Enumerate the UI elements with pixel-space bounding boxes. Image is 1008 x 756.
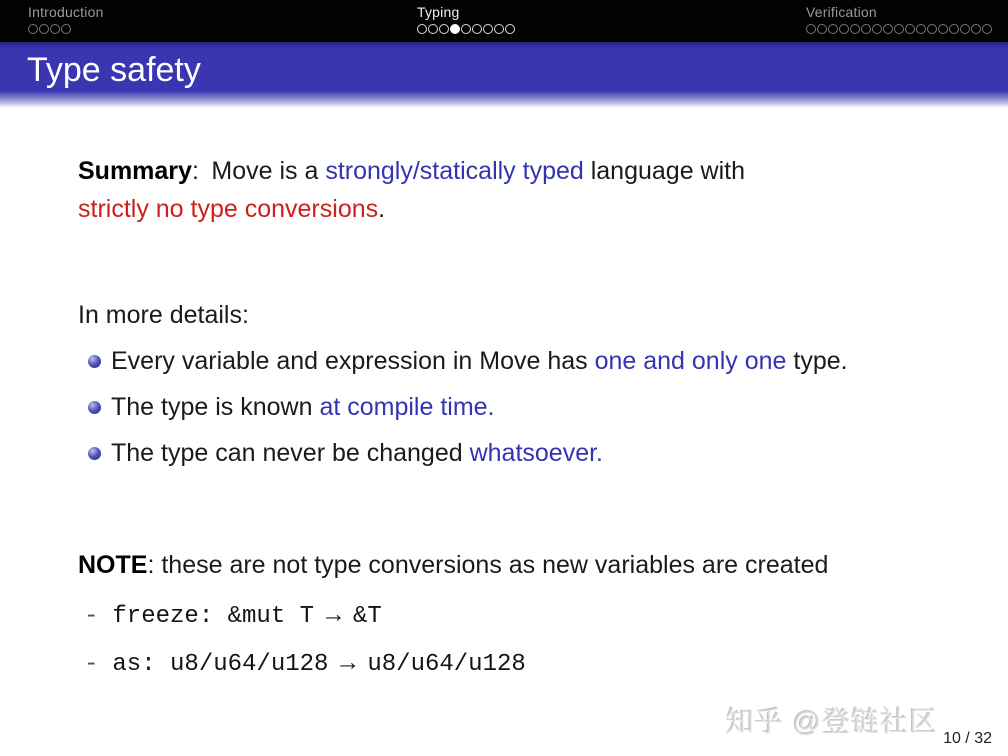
nav-section-label[interactable]: Verification <box>806 4 877 20</box>
nav-frame-dot[interactable] <box>461 24 471 34</box>
nav-frame-dot[interactable] <box>949 24 959 34</box>
code-text <box>112 646 525 681</box>
details-heading: In more details: <box>78 301 249 329</box>
nav-frame-dot[interactable] <box>861 24 871 34</box>
nav-frame-dot[interactable] <box>50 24 60 34</box>
text-segment: → <box>314 600 353 628</box>
nav-frame-dot[interactable] <box>927 24 937 34</box>
nav-frame-dot[interactable] <box>28 24 38 34</box>
bullet-text <box>111 434 603 472</box>
note-paragraph <box>78 546 958 584</box>
nav-frame-dot[interactable] <box>850 24 860 34</box>
nav-section-introduction[interactable] <box>28 4 104 34</box>
nav-section-label[interactable]: Typing <box>417 4 460 20</box>
summary-line <box>78 152 908 190</box>
bullet-ball-icon <box>88 355 101 368</box>
text-segment: : these are not type conversions as new variables are created <box>147 551 829 579</box>
nav-frame-dot[interactable] <box>417 24 427 34</box>
list-item <box>84 598 526 633</box>
text-segment: one and only one <box>594 347 787 375</box>
text-segment: type. <box>786 347 848 375</box>
text-segment: Every variable and expression in Move has <box>111 347 595 375</box>
nav-frame-dots <box>417 24 515 34</box>
nav-frame-dot[interactable] <box>960 24 970 34</box>
nav-frame-dot[interactable] <box>828 24 838 34</box>
text-segment: strongly/statically typed <box>325 157 584 185</box>
text-segment: at compile time. <box>319 393 495 421</box>
nav-frame-dot[interactable] <box>61 24 71 34</box>
page-title: Type safety <box>27 50 201 89</box>
text-segment: . <box>378 195 386 223</box>
frame-title-bar <box>0 42 1008 108</box>
summary-paragraph <box>78 152 908 228</box>
text-segment: as: u8/u64/u128 <box>112 651 329 678</box>
watermark: 知乎 @登链社区 <box>725 706 938 737</box>
nav-frame-dot[interactable] <box>428 24 438 34</box>
bullet-text <box>111 342 848 380</box>
text-segment: whatsoever. <box>469 439 604 467</box>
summary-line <box>78 190 908 228</box>
text-segment: strictly no type conversions <box>78 195 379 223</box>
nav-section-label[interactable]: Introduction <box>28 4 104 20</box>
nav-section-verification[interactable] <box>806 4 992 34</box>
nav-frame-dot[interactable] <box>883 24 893 34</box>
text-segment: → <box>328 648 368 676</box>
text-segment: NOTE <box>78 551 148 579</box>
text-segment: The type is known <box>111 393 320 421</box>
text-segment: language with <box>583 157 746 185</box>
list-item <box>88 342 848 380</box>
nav-frame-dot[interactable] <box>971 24 981 34</box>
dash-marker: - <box>84 651 99 678</box>
text-segment: Summary <box>78 157 192 185</box>
bullet-ball-icon <box>88 447 101 460</box>
text-segment: u8/u64/u128 <box>367 651 526 678</box>
conversion-examples-list <box>84 598 526 694</box>
bullet-ball-icon <box>88 401 101 414</box>
nav-frame-dot[interactable] <box>472 24 482 34</box>
nav-frame-dot[interactable] <box>905 24 915 34</box>
dash-marker: - <box>84 603 99 630</box>
details-bullet-list <box>88 342 848 480</box>
nav-frame-dot[interactable] <box>872 24 882 34</box>
text-segment: freeze: &mut T <box>112 603 315 630</box>
list-item <box>88 388 848 426</box>
nav-frame-dot[interactable] <box>894 24 904 34</box>
nav-frame-dot[interactable] <box>806 24 816 34</box>
text-segment: The type can never be changed <box>111 439 470 467</box>
nav-frame-dot[interactable] <box>982 24 992 34</box>
nav-frame-dots <box>806 24 992 34</box>
nav-frame-dot[interactable] <box>450 24 460 34</box>
nav-frame-dot[interactable] <box>494 24 504 34</box>
nav-frame-dot[interactable] <box>817 24 827 34</box>
page-number: 10 / 32 <box>943 730 992 747</box>
list-item <box>84 646 526 681</box>
nav-frame-dot[interactable] <box>916 24 926 34</box>
nav-frame-dot[interactable] <box>39 24 49 34</box>
text-segment: : Move is a <box>191 157 326 185</box>
nav-section-typing[interactable] <box>417 4 515 34</box>
text-segment: &T <box>352 603 382 630</box>
section-navigation-bar <box>0 0 1008 42</box>
nav-frame-dot[interactable] <box>439 24 449 34</box>
nav-frame-dot[interactable] <box>839 24 849 34</box>
list-item <box>88 434 848 472</box>
bullet-text <box>111 388 495 426</box>
nav-frame-dot[interactable] <box>483 24 493 34</box>
nav-frame-dots <box>28 24 104 34</box>
nav-frame-dot[interactable] <box>938 24 948 34</box>
code-text <box>112 598 381 633</box>
nav-frame-dot[interactable] <box>505 24 515 34</box>
